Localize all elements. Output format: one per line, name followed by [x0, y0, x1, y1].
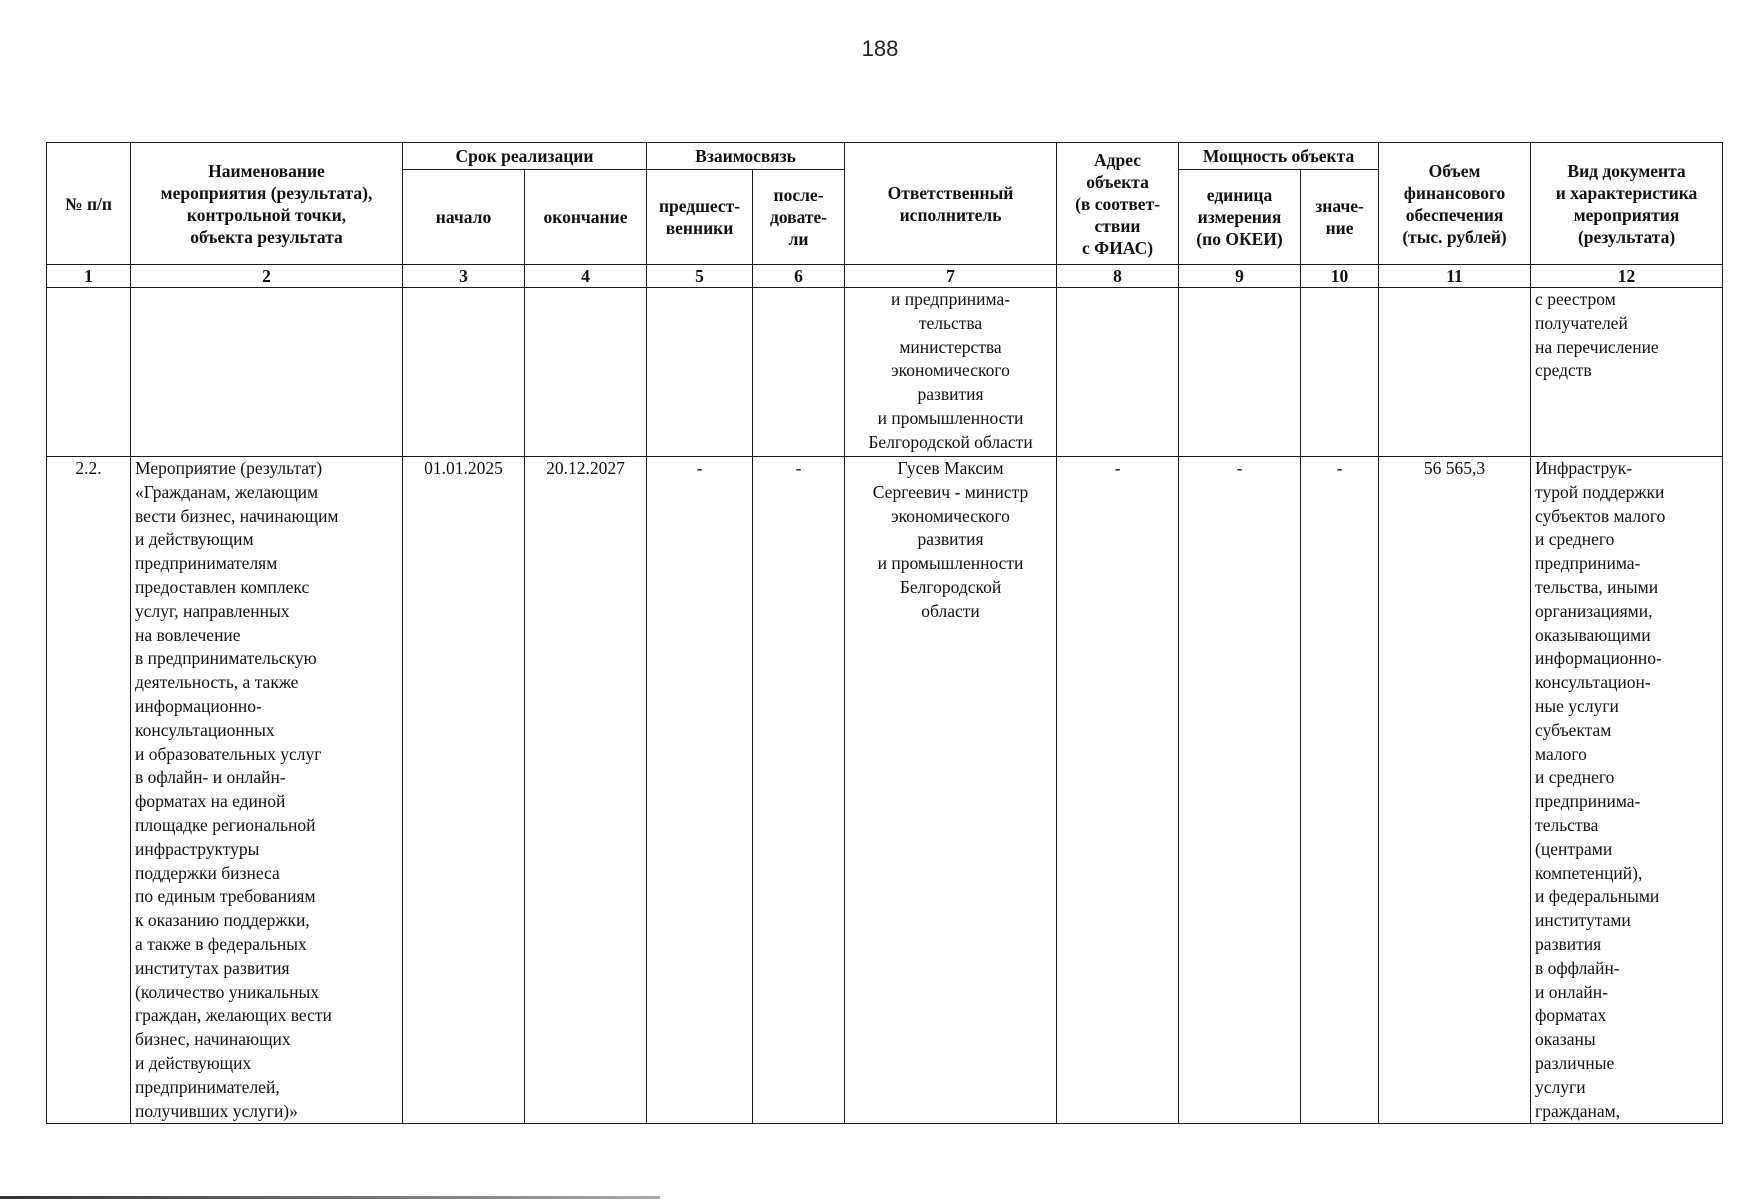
column-number: 2	[131, 265, 403, 288]
cell-empty	[1179, 288, 1301, 457]
cell-num: 2.2.	[47, 457, 131, 1124]
header-responsible: Ответственный исполнитель	[845, 143, 1057, 265]
cell-empty	[753, 288, 845, 457]
header-value: значе- ние	[1301, 170, 1379, 265]
cell-finance: 56 565,3	[1379, 457, 1531, 1124]
column-number: 11	[1379, 265, 1531, 288]
header-term-group: Срок реализации	[403, 143, 647, 170]
cell-responsible: и предпринима- тельства министерства экономического развития и промышленности Белгородской области	[845, 288, 1057, 457]
column-number: 7	[845, 265, 1057, 288]
column-number: 8	[1057, 265, 1179, 288]
page-number: 188	[861, 36, 899, 61]
header-end: окончание	[525, 170, 647, 265]
table-row-continuation	[47, 288, 1723, 457]
cell-document: с реестром получателей на перечисление средств	[1531, 288, 1723, 457]
header-name: Наименование мероприятия (результата), контрольной точки, объекта результата	[131, 143, 403, 265]
column-number: 5	[647, 265, 753, 288]
header-power-group: Мощность объекта	[1179, 143, 1379, 170]
column-number: 3	[403, 265, 525, 288]
cell-value: -	[1301, 457, 1379, 1124]
column-numbers-row	[47, 265, 1723, 288]
header-address: Адрес объекта (в соответ- ствии с ФИАС)	[1057, 143, 1179, 265]
cell-address: -	[1057, 457, 1179, 1124]
plan-table	[46, 142, 1723, 1124]
cell-name: Мероприятие (результат) «Гражданам, желающим вести бизнес, начинающим и действующим предпринимателям предоставлен комплекс услуг, направленных на вовлечение в предпринимательскую деятельность, а также информационно- консультационных и образовательных услуг в офлайн- и онлайн- форматах на единой площадке региональной инфраструктуры поддержки бизнеса по единым требованиям к оказанию поддержки, а также в федеральных институтах развития (количество уникальных граждан, желающих вести бизнес, начинающих и действующих предпринимателей, получивших услуги)»	[131, 457, 403, 1124]
header-successors: после- довате- ли	[753, 170, 845, 265]
cell-empty	[1379, 288, 1531, 457]
cell-responsible: Гусев Максим Сергеевич - министр экономического развития и промышленности Белгородской области	[845, 457, 1057, 1124]
cell-empty	[1057, 288, 1179, 457]
page-bottom-rule	[0, 1196, 660, 1199]
header-link-group: Взаимосвязь	[647, 143, 845, 170]
column-number: 12	[1531, 265, 1723, 288]
column-number: 6	[753, 265, 845, 288]
header-predecessors: предшест- венники	[647, 170, 753, 265]
header-finance: Объем финансового обеспечения (тыс. рублей)	[1379, 143, 1531, 265]
cell-start: 01.01.2025	[403, 457, 525, 1124]
cell-unit: -	[1179, 457, 1301, 1124]
cell-empty	[1301, 288, 1379, 457]
cell-successors: -	[753, 457, 845, 1124]
header-document: Вид документа и характеристика мероприятия (результата)	[1531, 143, 1723, 265]
column-number: 1	[47, 265, 131, 288]
cell-predecessors: -	[647, 457, 753, 1124]
column-number: 9	[1179, 265, 1301, 288]
header-start: начало	[403, 170, 525, 265]
column-number: 10	[1301, 265, 1379, 288]
header-unit: единица измерения (по ОКЕИ)	[1179, 170, 1301, 265]
table-row-2-2	[47, 457, 1723, 1124]
cell-document: Инфраструк- турой поддержки субъектов малого и среднего предпринима- тельства, иными организациями, оказывающими информационно- консультацион- ные услуги субъектам малого и среднего предпринима- тельства (центрами компетенций), и федеральными институтами развития в оффлайн- и онлайн- форматах оказаны различные услуги гражданам,	[1531, 457, 1723, 1124]
cell-empty	[403, 288, 525, 457]
cell-empty	[47, 288, 131, 457]
cell-empty	[647, 288, 753, 457]
cell-end: 20.12.2027	[525, 457, 647, 1124]
cell-empty	[131, 288, 403, 457]
header-num: № п/п	[47, 143, 131, 265]
cell-empty	[525, 288, 647, 457]
column-number: 4	[525, 265, 647, 288]
